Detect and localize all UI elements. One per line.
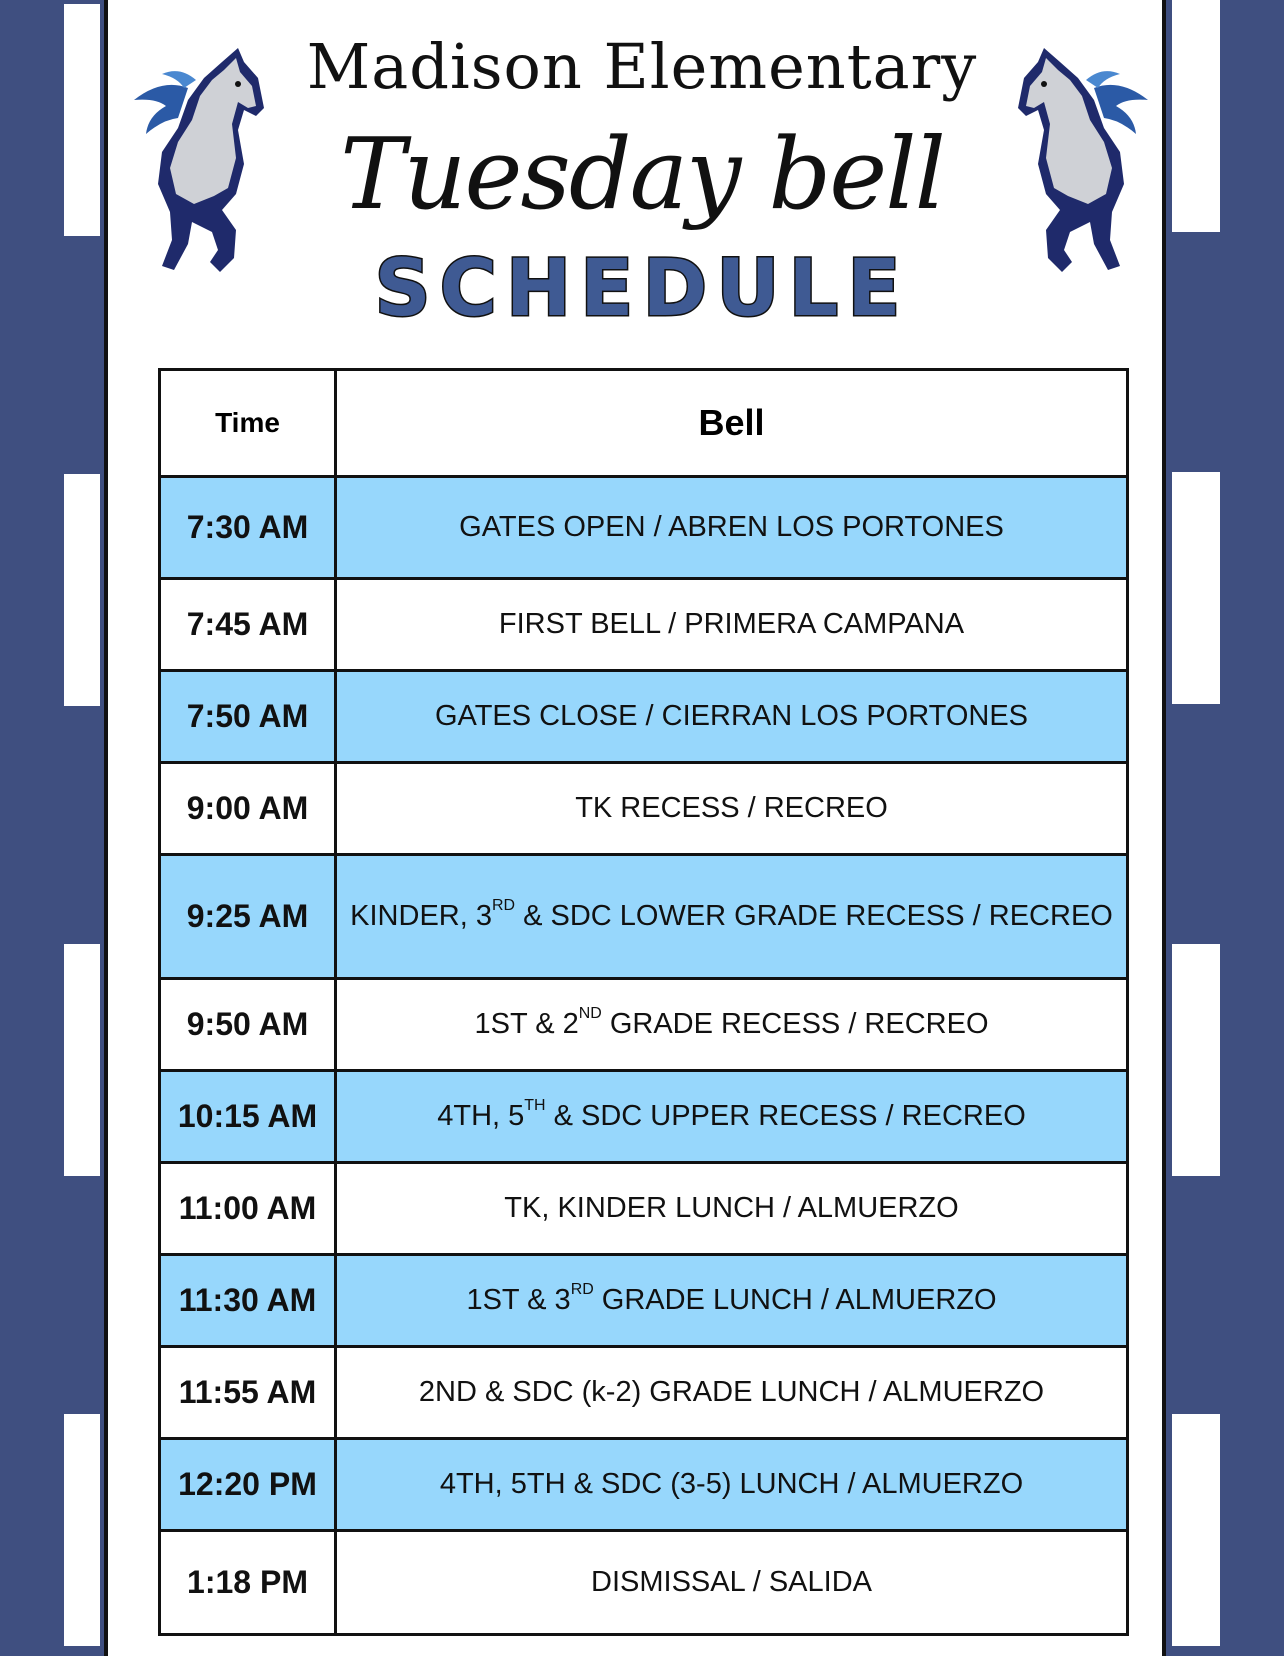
- ordinal-suffix: ND: [578, 1005, 602, 1023]
- table-row: [160, 1255, 1128, 1347]
- time-cell: 7:30 AM: [160, 477, 336, 579]
- table-header-row: [160, 370, 1128, 477]
- time-cell: 11:55 AM: [160, 1347, 336, 1439]
- table-row: [160, 579, 1128, 671]
- bell-text: & SDC LOWER GRADE RECESS / RECREO: [515, 899, 1113, 932]
- ordinal-suffix: RD: [570, 1281, 594, 1299]
- bell-text: GRADE LUNCH / ALMUERZO: [593, 1283, 997, 1316]
- table-row: [160, 855, 1128, 979]
- bell-cell: 4TH, 5TH & SDC (3-5) LUNCH / ALMUERZO: [336, 1439, 1128, 1531]
- table-row: [160, 1439, 1128, 1531]
- table-row: [160, 477, 1128, 579]
- table-row: [160, 1163, 1128, 1255]
- bell-cell: TK RECESS / RECREO: [336, 763, 1128, 855]
- time-cell: 12:20 PM: [160, 1439, 336, 1531]
- bell-cell: GATES OPEN / ABREN LOS PORTONES: [336, 477, 1128, 579]
- bell-text: GRADE RECESS / RECREO: [601, 1007, 989, 1040]
- day-title: Tuesday bell: [340, 118, 944, 232]
- time-cell: 7:45 AM: [160, 579, 336, 671]
- bell-text: 4TH, 5: [437, 1099, 525, 1132]
- bell-text: & SDC UPPER RECESS / RECREO: [545, 1099, 1026, 1132]
- table-row: [160, 1531, 1128, 1635]
- table-row: [160, 1071, 1128, 1163]
- frame-stripe: [1172, 0, 1220, 232]
- frame-stripe: [64, 944, 100, 1176]
- frame-stripe: [64, 474, 100, 706]
- bell-cell: [336, 1255, 1128, 1347]
- time-cell: 11:30 AM: [160, 1255, 336, 1347]
- time-cell: 7:50 AM: [160, 671, 336, 763]
- frame-stripe: [1172, 472, 1220, 704]
- header-bell: Bell: [336, 370, 1128, 477]
- table-row: [160, 671, 1128, 763]
- frame-stripe: [1172, 944, 1220, 1176]
- bell-cell: FIRST BELL / PRIMERA CAMPANA: [336, 579, 1128, 671]
- bell-schedule-table: [158, 368, 1129, 1636]
- ordinal-suffix: RD: [491, 897, 516, 915]
- header-time: Time: [160, 370, 336, 477]
- bell-cell: 2ND & SDC (k-2) GRADE LUNCH / ALMUERZO: [336, 1347, 1128, 1439]
- bell-text: KINDER, 3: [350, 899, 492, 932]
- frame-stripe: [1172, 1414, 1220, 1646]
- time-cell: 9:50 AM: [160, 979, 336, 1071]
- ordinal-suffix: TH: [524, 1097, 546, 1115]
- bell-cell: GATES CLOSE / CIERRAN LOS PORTONES: [336, 671, 1128, 763]
- table-row: [160, 979, 1128, 1071]
- bell-cell: [336, 979, 1128, 1071]
- bell-text: 1ST & 3: [466, 1283, 571, 1316]
- school-name: Madison Elementary: [306, 30, 978, 103]
- table-row: [160, 763, 1128, 855]
- frame-stripe: [64, 1414, 100, 1646]
- bell-text: 1ST & 2: [474, 1007, 579, 1040]
- time-cell: 1:18 PM: [160, 1531, 336, 1635]
- schedule-heading: SCHEDULE: [374, 244, 910, 334]
- frame-stripe: [64, 4, 100, 236]
- bell-cell: [336, 855, 1128, 979]
- time-cell: 10:15 AM: [160, 1071, 336, 1163]
- bell-cell: TK, KINDER LUNCH / ALMUERZO: [336, 1163, 1128, 1255]
- bell-cell: [336, 1071, 1128, 1163]
- table-row: [160, 1347, 1128, 1439]
- time-cell: 9:00 AM: [160, 763, 336, 855]
- time-cell: 11:00 AM: [160, 1163, 336, 1255]
- bell-cell: DISMISSAL / SALIDA: [336, 1531, 1128, 1635]
- time-cell: 9:25 AM: [160, 855, 336, 979]
